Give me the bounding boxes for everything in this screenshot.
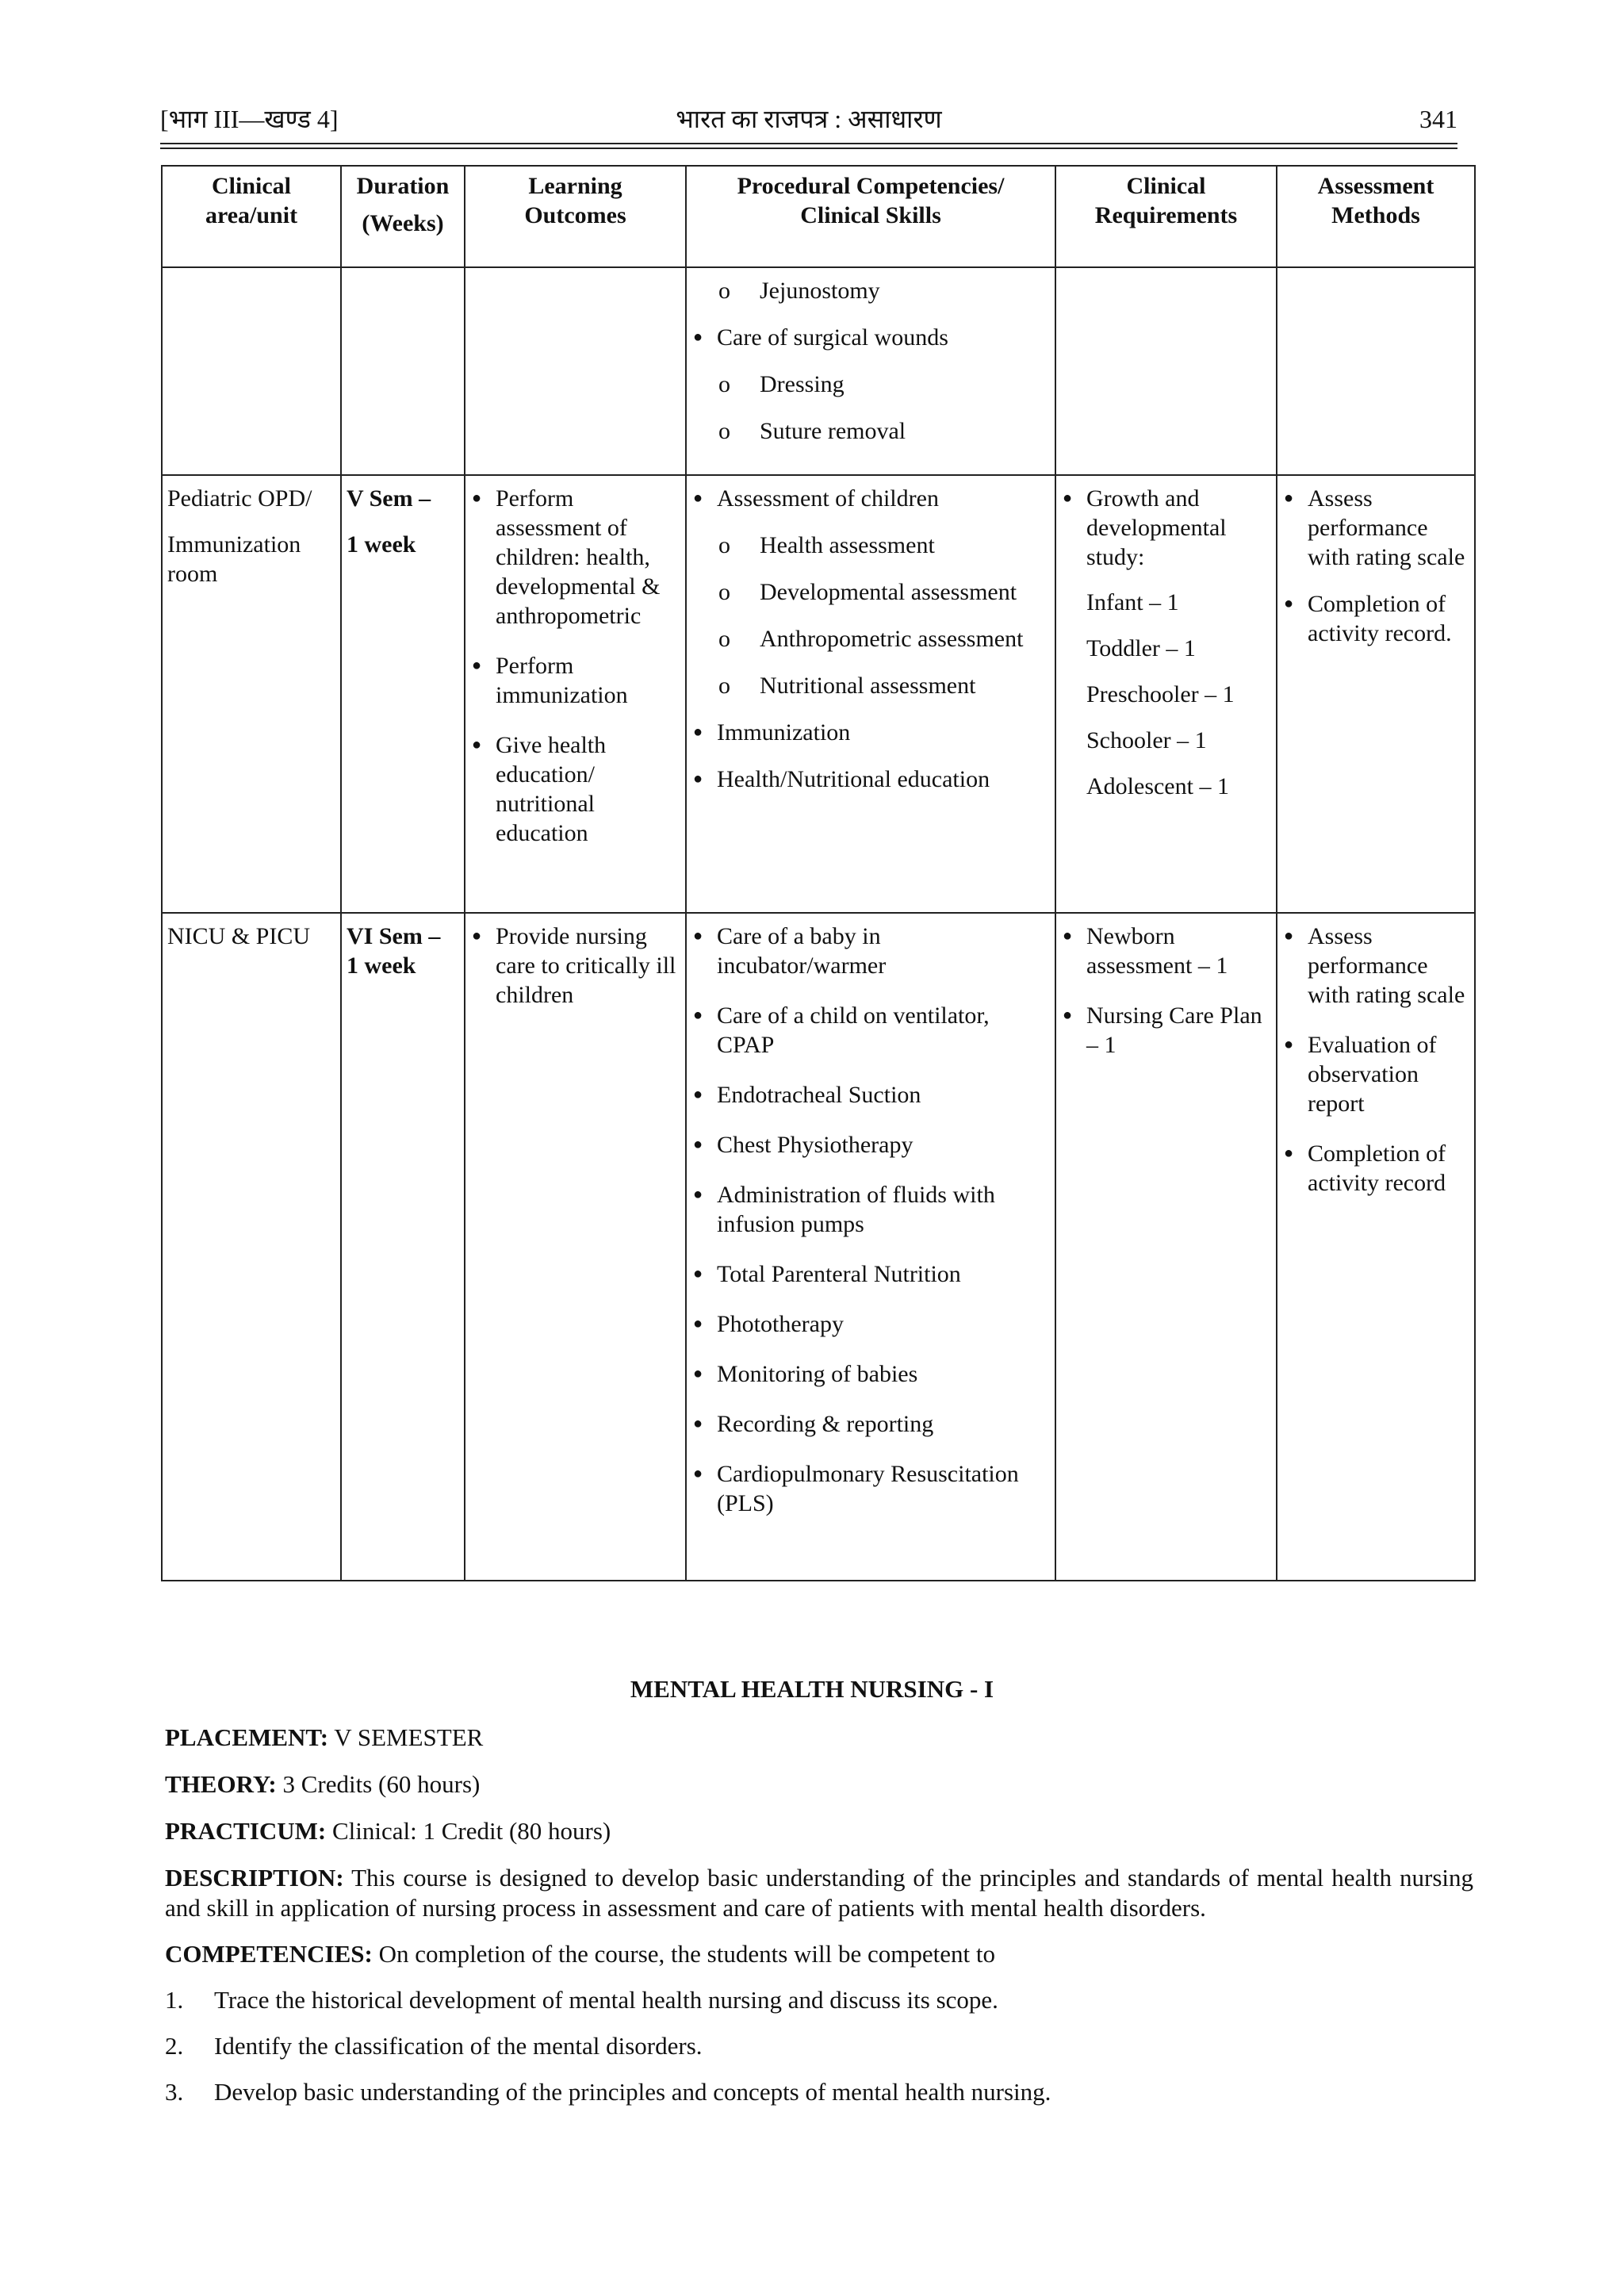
table-row: [162, 475, 1475, 913]
list-item: ● Recording & reporting: [691, 1409, 1050, 1439]
course-title: MENTAL HEALTH NURSING - I: [630, 1675, 994, 1703]
list-item: 1. Trace the historical development of mental health nursing and discuss its scope.: [165, 1986, 998, 2014]
list-item: ● Monitoring of babies: [691, 1359, 1050, 1389]
list-item: ● Nursing Care Plan – 1: [1061, 1001, 1271, 1060]
list-item: o Dressing: [715, 370, 1050, 399]
list-item: ● Administration of fluids with infusion pumps: [691, 1180, 1050, 1239]
table-cell-requirements: [1055, 913, 1277, 1581]
col-header-learning-outcomes: Learning Outcomes: [465, 166, 686, 267]
col-header-clinical-skills: Procedural Competencies/ Clinical Skills: [686, 166, 1055, 267]
table-cell: [341, 267, 465, 475]
list-item: ● Perform immunization: [470, 651, 680, 710]
list-item: ● Perform assessment of children: health, developmental & anthropometric: [470, 484, 680, 631]
table-cell: [162, 267, 341, 475]
page-number: 341: [1419, 105, 1457, 133]
list-item: o Nutritional assessment: [715, 671, 1050, 700]
list-item: ● Cardiopulmonary Resuscitation (PLS): [691, 1459, 1050, 1518]
list-item: 2. Identify the classification of the mental disorders.: [165, 2032, 703, 2060]
description-paragraph: DESCRIPTION: This course is designed to develop basic understanding of the principles and standards of mental health nursing and skill in application of nursing process in assessment and care of patients with mental health disorders.: [165, 1864, 1473, 1922]
list-item: o Jejunostomy: [715, 276, 1050, 305]
list-item: ● Assess performance with rating scale: [1282, 484, 1469, 572]
list-item: o Developmental assessment: [715, 577, 1050, 607]
list-item: o Anthropometric assessment: [715, 624, 1050, 654]
list-item: ● Total Parenteral Nutrition: [691, 1259, 1050, 1289]
list-item: ● Assess performance with rating scale: [1282, 922, 1469, 1010]
header-rule: [160, 148, 1457, 149]
list-item: ● Evaluation of observation report: [1282, 1030, 1469, 1118]
table-cell: [465, 267, 686, 475]
table-row: [162, 913, 1475, 1581]
list-item: ● Growth and developmental study:: [1061, 484, 1271, 572]
list-item: o Health assessment: [715, 531, 1050, 560]
table-cell-assessment: [1277, 913, 1475, 1581]
list-item: ● Chest Physiotherapy: [691, 1130, 1050, 1159]
clinical-placement-table: [161, 165, 1476, 1581]
list-item: 3. Develop basic understanding of the principles and concepts of mental health nursing.: [165, 2078, 1051, 2106]
header-rule: [160, 143, 1457, 144]
list-item: ● Care of a baby in incubator/warmer: [691, 922, 1050, 980]
list-item: ● Care of a child on ventilator, CPAP: [691, 1001, 1050, 1060]
table-cell-skills: [686, 267, 1055, 475]
page-header: [160, 102, 1457, 143]
col-header-clinical-requirements: Clinical Requirements: [1055, 166, 1277, 267]
header-gazette-title: भारत का राजपत्र : असाधारण: [676, 105, 942, 133]
table-cell-outcomes: [465, 475, 686, 913]
table-cell-duration: V Sem – 1 week: [341, 475, 465, 913]
list-item: ● Completion of activity record.: [1282, 589, 1469, 648]
table-cell-assessment: [1277, 475, 1475, 913]
theory-line: THEORY: 3 Credits (60 hours): [165, 1770, 481, 1798]
col-header-duration: Duration (Weeks): [341, 166, 465, 267]
list-item: ● Assessment of children: [691, 484, 1050, 513]
table-cell-area: NICU & PICU: [162, 913, 341, 1581]
table-cell-outcomes: [465, 913, 686, 1581]
list-item: ● Provide nursing care to critically ill children: [470, 922, 680, 1010]
list-item: ● Health/Nutritional education: [691, 765, 1050, 794]
table-cell-area: Pediatric OPD/ Immunization room: [162, 475, 341, 913]
table-cell-skills: [686, 913, 1055, 1581]
header-part-section: [भाग III—खण्ड 4]: [160, 105, 339, 133]
list-item: ● Completion of activity record: [1282, 1139, 1469, 1198]
competencies-line: COMPETENCIES: On completion of the course, the students will be competent to: [165, 1940, 995, 1968]
table-cell-duration: VI Sem – 1 week: [341, 913, 465, 1581]
col-header-clinical-area: Clinical area/unit: [162, 166, 341, 267]
list-item: ● Immunization: [691, 718, 1050, 747]
list-item: ● Give health education/ nutritional education: [470, 730, 680, 848]
table-row: [162, 267, 1475, 475]
placement-line: PLACEMENT: V SEMESTER: [165, 1723, 484, 1751]
col-header-assessment-methods: Assessment Methods: [1277, 166, 1475, 267]
list-item: ● Care of surgical wounds: [691, 323, 1050, 352]
list-item: ● Phototherapy: [691, 1309, 1050, 1339]
table-cell: [1055, 267, 1277, 475]
list-item: o Suture removal: [715, 416, 1050, 446]
practicum-line: PRACTICUM: Clinical: 1 Credit (80 hours): [165, 1817, 611, 1845]
table-header-row: [162, 166, 1475, 267]
table-cell-skills: [686, 475, 1055, 913]
list-item: ● Endotracheal Suction: [691, 1080, 1050, 1110]
table-cell-requirements: ● Growth and developmental study: Infant – 1 Toddler – 1 Preschooler – 1 Schooler – 1 Adolescent – 1: [1055, 475, 1277, 913]
table-cell: [1277, 267, 1475, 475]
list-item: ● Newborn assessment – 1: [1061, 922, 1271, 980]
